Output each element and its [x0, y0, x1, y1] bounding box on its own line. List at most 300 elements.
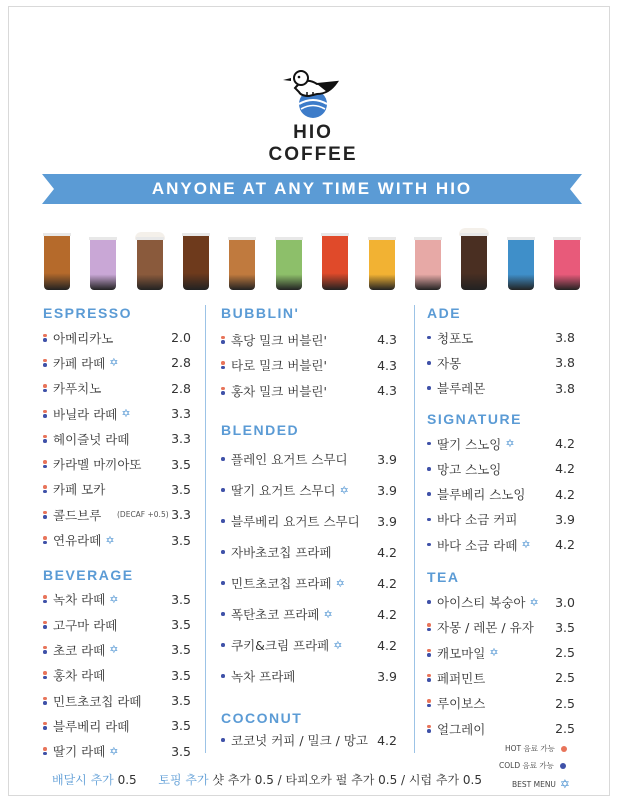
temperature-dots	[427, 517, 433, 522]
cold-dot-icon	[43, 600, 47, 604]
hot-dot-icon	[43, 384, 47, 388]
cold-dot-icon	[427, 653, 431, 657]
cold-dot-icon	[221, 488, 225, 492]
temperature-dots	[43, 536, 49, 545]
menu-item	[43, 350, 191, 375]
hot-dot-icon	[43, 595, 47, 599]
cold-dot-icon	[221, 340, 225, 344]
menu-item-price: 4.2	[555, 486, 575, 502]
hot-dot-icon	[43, 747, 47, 751]
menu-item-name: 고구마 라떼	[53, 617, 118, 633]
menu-item	[427, 431, 575, 456]
menu-item-name: 카페 모카	[53, 482, 106, 498]
temperature-dots	[221, 738, 227, 743]
cold-dot-icon	[43, 389, 47, 393]
drink-photo	[508, 238, 534, 290]
menu-item	[43, 376, 191, 401]
section-title-ade: ADE	[427, 305, 462, 321]
best-star-icon: ✡	[105, 533, 115, 547]
legend-best	[512, 777, 570, 791]
section-title-signature: SIGNATURE	[427, 410, 522, 427]
hot-dot-icon	[427, 674, 431, 678]
menu-item-name: 카페 라떼	[53, 355, 106, 371]
menu-item-name: 딸기 라떼	[53, 744, 106, 760]
menu-item-name: 쿠키&크림 프라페	[231, 638, 330, 653]
menu-item	[43, 451, 191, 476]
cold-dot-icon	[43, 439, 47, 443]
temperature-dots	[43, 333, 49, 342]
legend-best-label: BEST MENU	[512, 779, 556, 789]
drink-photo	[415, 238, 441, 290]
section-title-beverage: BEVERAGE	[43, 566, 134, 583]
temperature-dots	[427, 673, 433, 682]
best-star-icon: ✡	[109, 643, 119, 657]
menu-item-price: 3.8	[555, 380, 575, 396]
temperature-dots	[221, 581, 227, 586]
menu-item-price: 2.5	[555, 670, 575, 686]
section-title-blended: BLENDED	[221, 421, 300, 438]
menu-item	[43, 713, 191, 738]
temperature-dots	[43, 645, 49, 654]
temperature-dots	[43, 485, 49, 494]
menu-item-name: 루이보스	[437, 696, 486, 712]
best-star-icon: ✡	[335, 576, 345, 590]
hot-dot-icon	[221, 336, 225, 340]
temperature-dots	[43, 510, 49, 519]
drink-photo	[183, 234, 209, 290]
menu-item	[427, 691, 575, 716]
menu-item	[43, 527, 191, 552]
hot-dot-icon	[43, 410, 47, 414]
menu-item	[427, 376, 575, 401]
menu-item-price: 3.5	[171, 591, 191, 607]
cold-dot-icon	[43, 338, 47, 342]
menu-item-name: 캐모마일	[437, 645, 486, 661]
hot-dot-icon	[427, 623, 431, 627]
menu-item	[43, 401, 191, 426]
menu-item-name: 카푸치노	[53, 381, 102, 397]
temperature-dots	[43, 696, 49, 705]
menu-item-name: 콜드브루	[53, 507, 102, 523]
temperature-dots	[43, 747, 49, 756]
hot-dot-icon	[427, 725, 431, 729]
menu-item-name: 폭탄초코 프라페	[231, 607, 320, 622]
menu-item-note: (DECAF +0.5)	[117, 510, 169, 520]
section-title-tea: TEA	[427, 569, 460, 586]
hot-dot-icon	[43, 334, 47, 338]
brand-logo	[258, 58, 368, 165]
menu-item	[427, 640, 575, 665]
menu-item-price: 4.2	[377, 637, 397, 653]
temperature-dots	[221, 643, 227, 648]
menu-item-price: 4.3	[377, 357, 397, 373]
best-star-icon: ✡	[339, 483, 349, 497]
temperature-dots	[221, 335, 227, 344]
menu-item-name: 홍차 밀크 버블린'	[231, 383, 327, 399]
menu-item-price: 2.8	[171, 355, 191, 371]
temperature-dots	[43, 409, 49, 418]
cold-dot-icon	[43, 625, 47, 629]
menu-item-price: 4.2	[377, 575, 397, 591]
menu-item	[427, 507, 575, 532]
drink-photo	[229, 238, 255, 290]
temperature-dots	[427, 699, 433, 708]
menu-item-price: 3.8	[555, 355, 575, 371]
menu-item	[221, 728, 397, 753]
cold-dot-icon	[43, 541, 47, 545]
cold-dot-icon	[43, 414, 47, 418]
menu-item-price: 4.2	[555, 461, 575, 477]
cold-dot-icon	[427, 336, 431, 340]
column-divider	[414, 305, 415, 753]
cold-dot-icon	[43, 515, 47, 519]
menu-item-price: 3.8	[555, 330, 575, 346]
menu-item	[43, 587, 191, 612]
menu-item-name: 블루베리 스노잉	[437, 487, 526, 503]
menu-item	[427, 716, 575, 741]
menu-item-price: 3.5	[171, 718, 191, 734]
drink-photo-strip	[44, 218, 584, 290]
menu-item-price: 2.0	[171, 330, 191, 346]
temperature-dots	[427, 386, 433, 391]
temperature-dots	[43, 384, 49, 393]
menu-column-2	[221, 305, 397, 753]
column-divider	[205, 305, 206, 753]
menu-item-name: 플레인 요거트 스무디	[231, 452, 348, 467]
menu-item-price: 2.5	[555, 645, 575, 661]
menu-item	[221, 444, 397, 475]
temperature-dots	[43, 434, 49, 443]
cold-dot-icon	[427, 492, 431, 496]
menu-item-price: 3.5	[171, 693, 191, 708]
menu-item-price: 4.3	[377, 332, 397, 348]
menu-item	[221, 475, 397, 506]
best-star-icon: ✡	[109, 592, 119, 606]
drink-photo	[369, 238, 395, 290]
beverage-list	[43, 587, 191, 764]
hot-dot-icon	[43, 722, 47, 726]
menu-item	[43, 477, 191, 502]
menu-column-1	[43, 305, 191, 764]
cold-dot-icon	[43, 752, 47, 756]
best-star-icon: ✡	[109, 356, 119, 370]
drink-photo	[44, 234, 70, 290]
temperature-dots	[221, 457, 227, 462]
menu-item	[43, 688, 191, 713]
drink-photo	[137, 238, 163, 290]
menu-item-name: 블루베리 라떼	[53, 718, 130, 734]
cold-dot-icon	[427, 386, 431, 390]
menu-item-name: 홍차 라떼	[53, 668, 106, 684]
best-star-icon: ✡	[529, 595, 539, 609]
temperature-dots	[221, 612, 227, 617]
delivery-label: 배달시 추가	[52, 773, 114, 787]
hot-dot-icon	[43, 536, 47, 540]
menu-item-price: 3.3	[171, 507, 191, 523]
menu-item-name: 바다 소금 커피	[437, 512, 518, 528]
menu-item-price: 3.0	[555, 594, 575, 610]
menu-item-name: 타로 밀크 버블린'	[231, 358, 327, 374]
menu-item-price: 3.9	[377, 513, 397, 529]
menu-column-3	[427, 305, 575, 741]
hot-dot-icon	[43, 435, 47, 439]
temperature-dots	[221, 674, 227, 679]
menu-item-price: 2.5	[555, 721, 575, 736]
menu-item-name: 자바초코칩 프라페	[231, 545, 332, 560]
hot-dot-icon	[43, 460, 47, 464]
menu-item-price: 3.5	[171, 667, 191, 683]
cold-dot-icon	[427, 628, 431, 632]
temperature-dots	[43, 671, 49, 680]
cold-dot-icon	[221, 674, 225, 678]
cold-dot-icon	[427, 704, 431, 708]
slogan-banner	[42, 174, 582, 204]
menu-item-name: 아메리카노	[53, 330, 114, 346]
temperature-dots	[427, 724, 433, 733]
menu-item-name: 페퍼민트	[437, 670, 486, 686]
temperature-dots	[427, 467, 433, 472]
cold-dot-icon	[427, 518, 431, 522]
hot-dot-icon	[43, 671, 47, 675]
menu-item-name: 딸기 요거트 스무디	[231, 483, 336, 498]
menu-item	[427, 532, 575, 557]
temperature-dots	[427, 600, 433, 605]
menu-item-name: 민트초코칩 라떼	[53, 693, 142, 709]
coconut-list	[221, 728, 397, 753]
temperature-dots	[221, 519, 227, 524]
menu-item-name: 흑당 밀크 버블린'	[231, 332, 327, 348]
menu-item-price: 2.8	[171, 380, 191, 396]
hot-dot-icon	[43, 697, 47, 701]
cold-dot-icon	[43, 701, 47, 705]
hot-dot-icon	[43, 485, 47, 489]
legend-cold	[499, 760, 566, 771]
cold-dot-icon	[427, 729, 431, 733]
menu-item	[427, 350, 575, 375]
menu-item-price: 4.2	[555, 436, 575, 452]
menu-item-price: 3.3	[171, 431, 191, 447]
section-title-espresso: ESPRESSO	[43, 305, 133, 321]
cold-dot-icon	[221, 643, 225, 647]
menu-item-price: 3.5	[171, 617, 191, 633]
cold-dot-icon	[221, 366, 225, 370]
tea-list	[427, 589, 575, 741]
menu-item-price: 3.9	[555, 511, 575, 527]
section-title-bubblin: BUBBLIN'	[221, 305, 300, 321]
legend-cold-label: COLD 음료 가능	[499, 761, 554, 770]
hot-dot-icon	[561, 746, 567, 752]
temperature-dots	[427, 492, 433, 497]
cold-dot-icon	[221, 550, 225, 554]
menu-item-name: 아이스티 복숭아	[437, 595, 526, 611]
temperature-dots	[43, 721, 49, 730]
cold-dot-icon	[43, 650, 47, 654]
menu-item-name: 민트초코칩 프라페	[231, 576, 332, 591]
menu-item-price: 3.3	[171, 406, 191, 422]
cold-dot-icon	[427, 361, 431, 365]
topping-label: 토핑 추가	[158, 773, 209, 787]
menu-item-name: 얼그레이	[437, 721, 486, 737]
menu-item-price: 4.2	[555, 537, 575, 553]
temperature-dots	[221, 550, 227, 555]
menu-item-name: 연유라떼	[53, 533, 102, 549]
menu-item-price: 3.5	[171, 743, 191, 759]
cold-dot-icon	[221, 612, 225, 616]
temperature-dots	[427, 623, 433, 632]
menu-item-name: 딸기 스노잉	[437, 436, 502, 452]
menu-item-price: 3.9	[377, 451, 397, 467]
menu-item-price: 3.5	[555, 619, 575, 635]
menu-item-name: 망고 스노잉	[437, 461, 502, 477]
menu-item-price: 3.5	[171, 456, 191, 472]
cold-dot-icon	[221, 519, 225, 523]
best-star-icon: ✡	[559, 777, 570, 791]
menu-item-name: 헤이즐넛 라떼	[53, 431, 130, 447]
menu-item-name: 초코 라떼	[53, 642, 106, 658]
topping-text: 샷 추가 0.5 / 타피오카 펄 추가 0.5 / 시럽 추가 0.5	[212, 773, 482, 787]
temperature-dots	[43, 358, 49, 367]
hot-dot-icon	[427, 699, 431, 703]
menu-item	[427, 325, 575, 350]
menu-item	[221, 661, 397, 692]
menu-item-name: 자몽 / 레몬 / 유자	[437, 620, 534, 636]
footer-extras	[52, 771, 482, 788]
cold-dot-icon	[427, 543, 431, 547]
menu-item	[43, 325, 191, 350]
menu-item-name: 카라멜 마끼아또	[53, 457, 142, 473]
best-star-icon: ✡	[121, 407, 131, 421]
drink-photo	[461, 234, 487, 290]
menu-item-name: 코코넛 커피 / 밀크 / 망고	[231, 733, 368, 749]
menu-item	[43, 612, 191, 637]
menu-item-name: 바닐라 라떼	[53, 406, 118, 422]
menu-item	[427, 665, 575, 690]
menu-item-name: 녹차 라떼	[53, 592, 106, 608]
ade-list	[427, 325, 575, 401]
menu-item	[221, 378, 397, 404]
temperature-dots	[221, 488, 227, 493]
menu-item	[221, 537, 397, 568]
menu-item	[43, 637, 191, 662]
temperature-dots	[43, 620, 49, 629]
menu-item-name: 바다 소금 라떼	[437, 537, 518, 553]
menu-item-price: 3.5	[171, 532, 191, 548]
cold-dot-icon	[221, 738, 225, 742]
temperature-dots	[427, 361, 433, 366]
temperature-dots	[43, 595, 49, 604]
best-star-icon: ✡	[521, 538, 531, 552]
menu-item-name: 녹차 프라페	[231, 669, 296, 684]
best-star-icon: ✡	[333, 638, 343, 652]
menu-item-price: 4.3	[377, 383, 397, 399]
temperature-dots	[221, 361, 227, 370]
temperature-dots	[427, 441, 433, 446]
menu-item-price: 2.5	[555, 695, 575, 711]
drink-photo	[276, 238, 302, 290]
menu-item	[221, 599, 397, 630]
temperature-dots	[427, 335, 433, 340]
drink-photo	[322, 234, 348, 290]
espresso-list	[43, 325, 191, 553]
menu-item	[221, 327, 397, 353]
menu-item-price: 4.2	[377, 544, 397, 560]
best-star-icon: ✡	[505, 437, 515, 451]
delivery-price: 0.5	[117, 773, 137, 787]
menu-item	[427, 456, 575, 481]
menu-item-name: 블루레몬	[437, 381, 486, 397]
hot-dot-icon	[221, 387, 225, 391]
menu-item-price: 4.2	[377, 606, 397, 622]
menu-item-price: 3.5	[171, 481, 191, 497]
hot-dot-icon	[43, 511, 47, 515]
signature-list	[427, 431, 575, 557]
cold-dot-icon	[560, 763, 566, 769]
menu-item	[221, 353, 397, 379]
menu-item-price: 3.9	[377, 482, 397, 498]
menu-item	[427, 481, 575, 506]
cold-dot-icon	[43, 490, 47, 494]
blended-list	[221, 444, 397, 692]
menu-item-name: 청포도	[437, 330, 474, 346]
menu-item	[427, 589, 575, 614]
cold-dot-icon	[427, 467, 431, 471]
menu-item	[43, 426, 191, 451]
drink-photo	[90, 238, 116, 290]
section-title-coconut: COCONUT	[221, 709, 303, 726]
menu-item	[427, 615, 575, 640]
cold-dot-icon	[221, 457, 225, 461]
menu-item-price: 3.9	[377, 668, 397, 684]
temperature-dots	[427, 542, 433, 547]
cold-dot-icon	[427, 442, 431, 446]
menu-item-price: 4.2	[377, 732, 397, 748]
menu-item-name: 블루베리 요거트 스무디	[231, 514, 360, 529]
cold-dot-icon	[427, 600, 431, 604]
hot-dot-icon	[43, 359, 47, 363]
temperature-dots	[221, 386, 227, 395]
best-star-icon: ✡	[109, 744, 119, 758]
drink-photo	[554, 238, 580, 290]
cold-dot-icon	[43, 676, 47, 680]
slogan-text: ANYONE AT ANY TIME WITH HIO	[151, 179, 473, 198]
temperature-dots	[427, 648, 433, 657]
menu-item	[43, 738, 191, 763]
best-star-icon: ✡	[323, 607, 333, 621]
cold-dot-icon	[43, 465, 47, 469]
cold-dot-icon	[427, 678, 431, 682]
cold-dot-icon	[43, 726, 47, 730]
brand-name: HIO COFFEE	[268, 122, 358, 165]
seagull-logo-icon	[277, 58, 349, 120]
bubblin-list	[221, 327, 397, 404]
menu-item-price: 3.5	[171, 642, 191, 658]
menu-item	[221, 630, 397, 661]
hot-dot-icon	[427, 649, 431, 653]
best-star-icon: ✡	[489, 646, 499, 660]
menu-item	[43, 502, 191, 527]
menu-item	[221, 568, 397, 599]
temperature-dots	[43, 460, 49, 469]
cold-dot-icon	[221, 391, 225, 395]
hot-dot-icon	[221, 361, 225, 365]
hot-dot-icon	[43, 621, 47, 625]
menu-item	[43, 663, 191, 688]
menu-item	[221, 506, 397, 537]
cold-dot-icon	[221, 581, 225, 585]
legend-hot	[505, 743, 567, 754]
legend-hot-label: HOT 음료 가능	[505, 744, 555, 753]
hot-dot-icon	[43, 646, 47, 650]
